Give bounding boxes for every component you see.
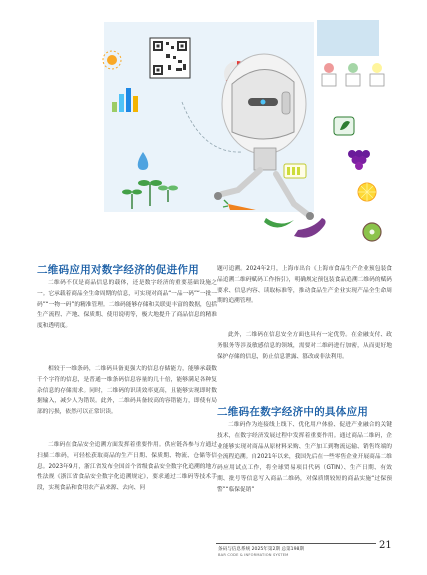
kiwi-icon xyxy=(363,223,381,241)
grapes-icon xyxy=(348,150,370,170)
smart-agriculture-robot-illustration xyxy=(32,14,394,255)
qr-code-icon xyxy=(150,38,190,78)
footer-divider xyxy=(216,543,376,544)
section-heading-digital-economy-promotion: 二维码应用对数字经济的促进作用 xyxy=(37,264,199,276)
journal-title: 条码与信息系统 2025年第2期 总第198期 xyxy=(218,547,305,552)
journal-english-title: BAR CODE & INFORMATION SYSTEM xyxy=(218,553,289,557)
eggplant-icon xyxy=(294,218,326,238)
paragraph: 题可追溯。2024年2月，上海市出台《上海市食品生产企业预包装食品追溯二维码赋码工作指引》，明确规定预包装食品追溯二维码的赋码要求、信息内容、读取标准等，推动食品生产企业实现产品全生命周期的追溯管理。 xyxy=(217,266,392,305)
paragraph: 二维码作为连接线上线下、优化用户体验、促进产业融合的关键技术，在数字经济发展过程中发挥着重要作用。通过商品二维码，企业能够实现对商品从原材料采购、生产加工到物流运输、销售终端的全流程追溯。自2021年以来，我国先后在一些零售企业开展商品二维码应用试点工作，将全球贸易项目代码（GTIN）、生产日期、有效期、批号等信息写入商品二维码，对保质期较短的商品实施“过保预警”“临保促销” xyxy=(217,422,392,493)
paragraph: 此外，二维码在信息安全方面也具有一定优势。在金融支付、政务服务等涉及敏感信息的领域，需要对二维码进行加密，从而更好地保护存储的信息，防止信息泄露、篡改或非法利用。 xyxy=(217,332,392,360)
background-panel-right xyxy=(317,20,379,56)
paragraph: 二维码不仅是商品信息的载体，还是数字经济的重要基础设施之一。它承载着商品全生命周期的信息，可实现对商品“一品一码”“一批一码”“一物一码”的精准管理。二维码能够存储和关联更丰富的数据，包括生产流程、产地、保质期、使用说明等，极大地提升了商品信息的精准度和透明度。 xyxy=(37,280,217,330)
leaf-badge-icon xyxy=(334,117,354,135)
section-heading-specific-applications: 二维码在数字经济中的具体应用 xyxy=(217,406,369,418)
chili-pepper-icon xyxy=(264,218,294,228)
lemon-icon xyxy=(358,183,376,201)
page-number: 21 xyxy=(379,540,392,551)
paragraph: 相较于一维条码，二维码具备更强大的信息存储能力，能够承载数千个字符的信息，是普通一维条码信息容量的几十倍，能够满足各种复杂信息的存储需求。同时，二维码的识读效率更高，且能够实现即时数据输入，减少人为错误。此外，二维码具备较高的容错能力，即使有局部的污损，依然可以正常识读。 xyxy=(37,366,217,416)
paragraph: 二维码在食品安全追溯方面发挥着重要作用。供应链各参与方通过扫描二维码，可轻松获取商品的生产日期、保质期、物流、仓储等信息。2023年9月，浙江省发布全国首个省级食品安全数字化追溯的地方性法规《浙江省食品安全数字化追溯规定》，要求通过二维码等技术手段，实现食品和食用农产品来源、去向、问 xyxy=(37,442,217,492)
flower-pot-icons xyxy=(322,63,384,86)
